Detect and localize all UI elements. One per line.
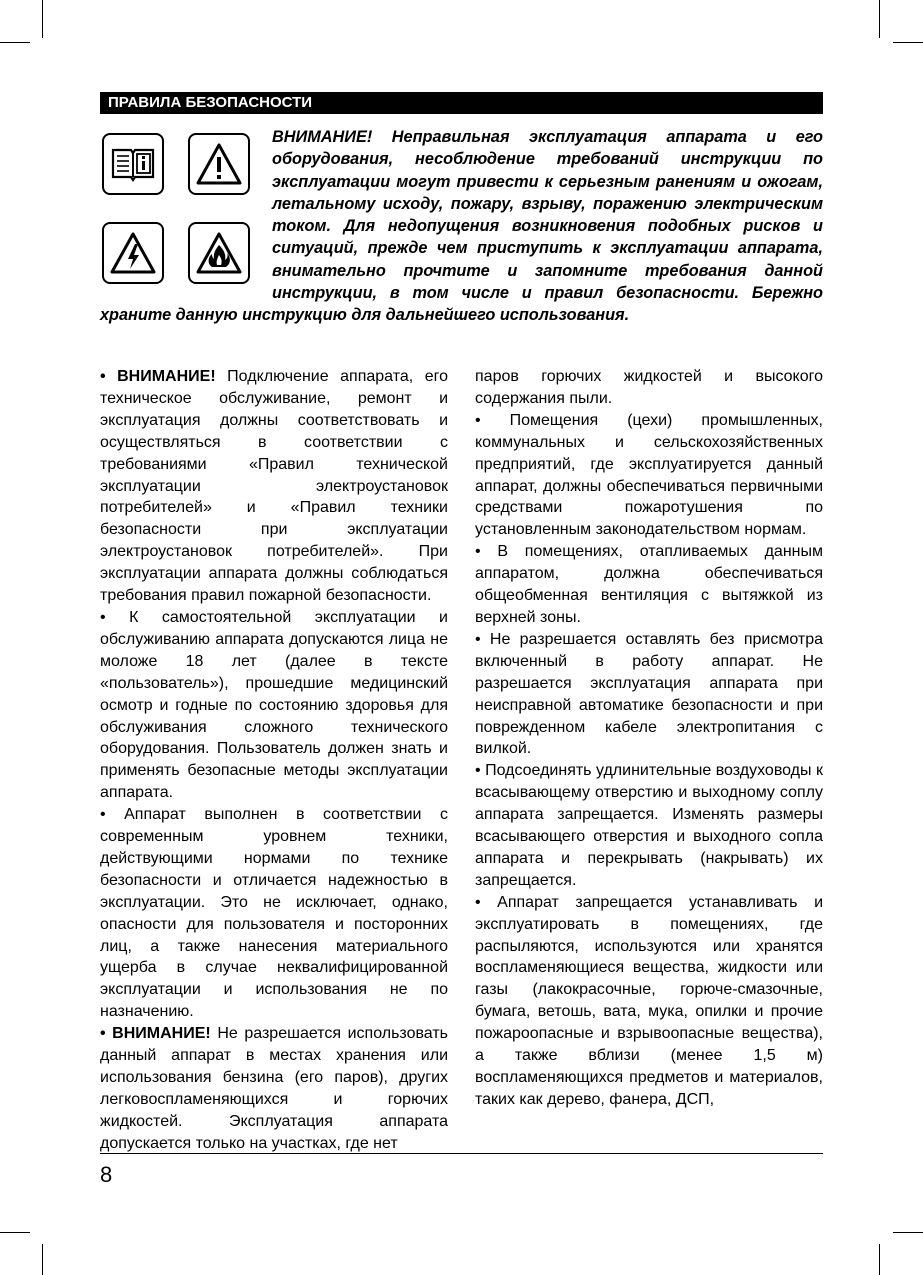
- crop-mark: [893, 42, 923, 43]
- left-column: [100, 366, 448, 1155]
- paragraph: • Подсоединять удлинительные воздуховоды к всасывающему отверстию и выходному соплу аппарата запрещается. Изменять размеры всасывающего отверстия и выходного сопла аппарата и перекрывать (накрывать) их запрещается.: [475, 762, 823, 889]
- crop-mark: [893, 1232, 923, 1233]
- body-columns: [100, 366, 823, 1155]
- section-header: [100, 92, 823, 114]
- paragraph: • В помещениях, отапливаемых данным аппаратом, должна обеспечиваться общеобменная вентиляция с вытяжкой из верхней зоны.: [475, 543, 823, 626]
- paragraph: • Не разрешается оставлять без присмотра включенный в работу аппарат. Не разрешается эксплуатация аппарата при неисправной автоматике безопасности и при поврежденном кабеле электропитания с вилкой.: [475, 630, 823, 758]
- section-title: ПРАВИЛА БЕЗОПАСНОСТИ: [108, 94, 313, 111]
- paragraph: • Помещения (цехи) промышленных, коммунальных и сельскохозяйственных предприятий, где эксплуатируется данный аппарат, должны обеспечиваться первичными средствами пожаротушения по установленным законодательством нормам.: [475, 411, 823, 539]
- warning-block: [100, 126, 823, 327]
- crop-mark: [42, 0, 43, 38]
- crop-mark: [42, 1244, 43, 1275]
- right-column: [475, 366, 823, 1155]
- crop-mark: [0, 42, 30, 43]
- footer-divider: [100, 1153, 823, 1154]
- crop-mark: [0, 1232, 30, 1233]
- paragraph: • ВНИМАНИЕ! Подключение аппарата, его техническое обслуживание, ремонт и эксплуатация должны соответствовать и осуществляться в соответствии с требованиями «Правил технической эксплуатации электроустановок потребителей» и «Правил техники безопасности при эксплуатации электроустановок потребителей». При эксплуатации аппарата должны соблюдаться требования правил пожарной безопасности.: [100, 368, 449, 605]
- crop-mark: [879, 1244, 880, 1275]
- crop-mark: [879, 0, 880, 38]
- paragraph: паров горючих жидкостей и высокого содержания пыли.: [475, 368, 823, 407]
- paragraph: • К самостоятельной эксплуатации и обслуживанию аппарата допускаются лица не моложе 18 лет (далее в тексте «пользователь»), прошедшие медицинский осмотр и годные по состоянию здоровья для обслуживания сложного технического оборудования. Пользователь должен знать и применять безопасные методы эксплуатации аппарата.: [100, 608, 448, 802]
- paragraph: • Аппарат запрещается устанавливать и эксплуатировать в помещениях, где распыляются, используются или хранятся воспламеняющиеся вещества, жидкости или газы (лакокрасочные, горюче-смазочные, бумага, ветошь, вата, мука, опилки и прочие пожароопасные и взрывоопасные вещества), а также вблизи (менее 1,5 м) воспламеняющихся предметов и материалов, таких как дерево, фанера, ДСП,: [475, 893, 823, 1108]
- paragraph: • Аппарат выполнен в соответствии с современным уровнем техники, действующими нормами по технике безопасности и отличается надежностью в эксплуатации. Это не исключает, однако, опасности для пользователя и посторонних лиц, а также нанесения материального ущерба в случае неквалифицированной эксплуатации и использования не по назначению.: [100, 806, 448, 1021]
- warning-text: ВНИМАНИЕ! Неправильная эксплуатация аппарата и его оборудования, несоблюдение требований инструкции по эксплуатации могут привести к серьезным ранениям и ожогам, летальному исходу, пожару, взрыву, поражению электрическим током. Для недопущения возникновения подобных рисков и ситуаций, прежде чем приступить к эксплуатации аппарата, внимательно прочтите и запомните требования данной инструкции, в том числе и правил безопасности. Бережно храните данную инструкцию для дальнейшего использования.: [100, 128, 823, 325]
- page-number: 8: [100, 1162, 113, 1187]
- paragraph: • ВНИМАНИЕ! Не разрешается использовать данный аппарат в местах хранения или использования бензина (его паров), других легковоспламеняющихся и горючих жидкостей. Эксплуатация аппарата допускается только на участках, где нет: [100, 1025, 449, 1152]
